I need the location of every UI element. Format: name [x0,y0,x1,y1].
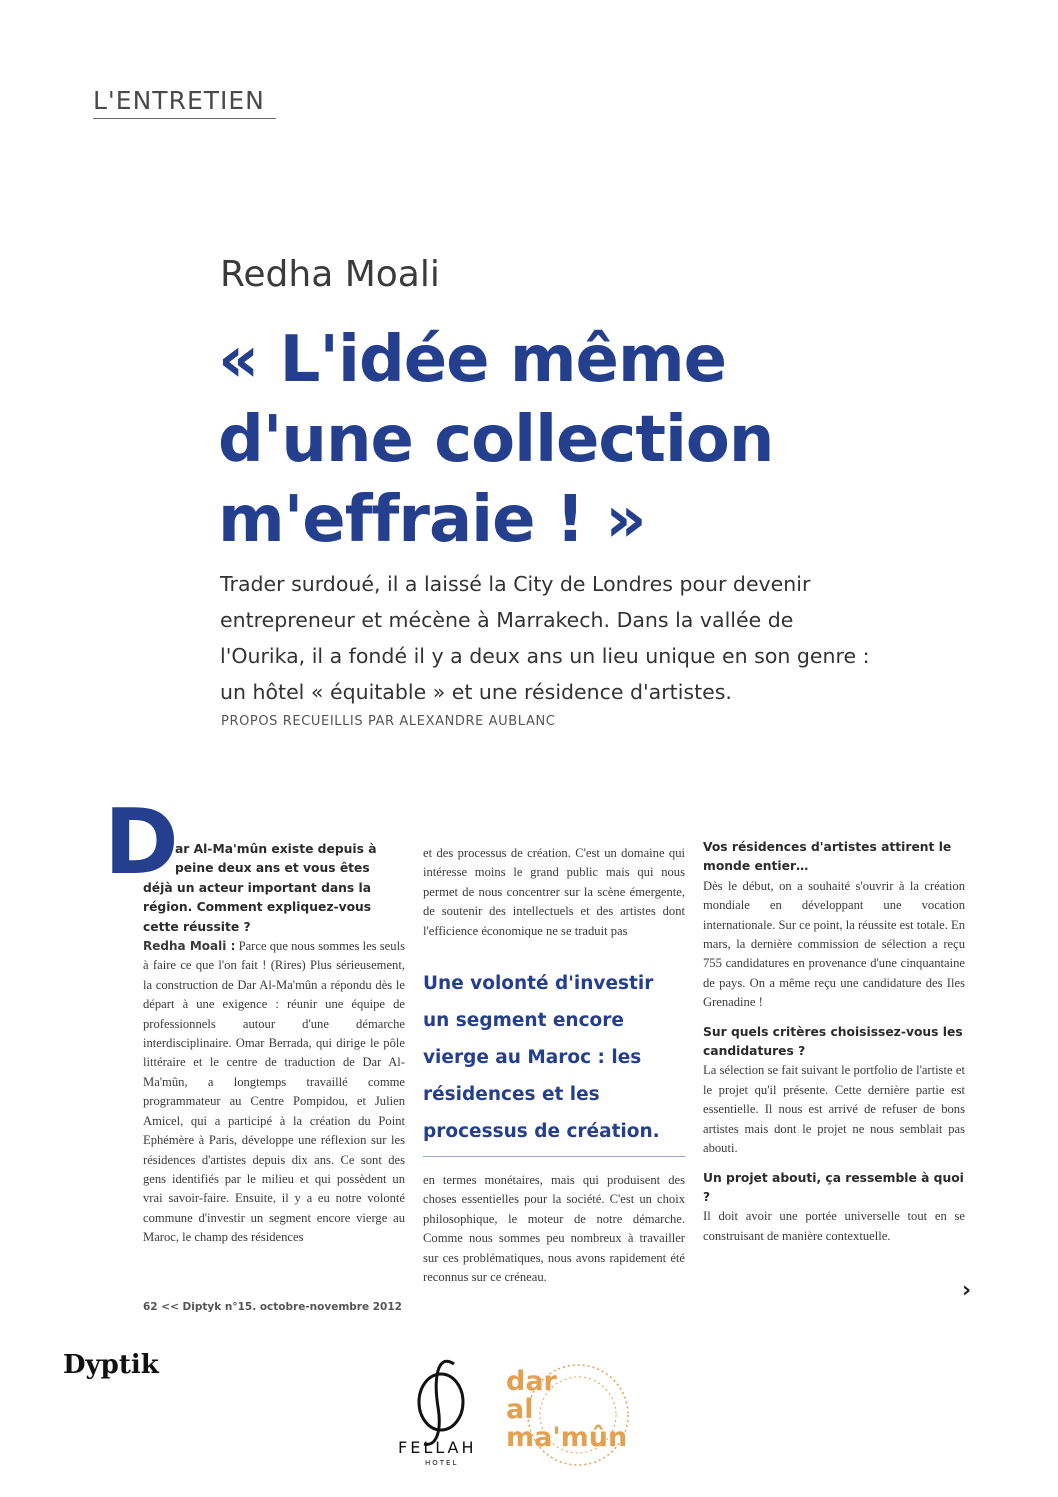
speaker-label: Redha Moali : [143,939,236,954]
question-2: Vos résidences d'artistes attirent le monde entier… [703,840,952,874]
page-folio: 62 << Diptyk n°15. octobre-novembre 2012 [143,1301,402,1313]
answer-4: Il doit avoir une portée universelle tout en se construisant de manière contextuelle. [703,1209,965,1243]
dar-line: dar [506,1366,557,1397]
standfirst-line: Trader surdoué, il a laissé la City de Londres pour devenir [220,572,811,596]
question-1-line-2: peine deux ans et vous êtes [175,861,370,876]
rubric-underline [93,118,276,119]
question-1-rest: déjà un acteur important dans la région. Comment expliquez-vous cette réussite ? [143,880,372,934]
headline-line: m'effraie ! » [218,483,646,557]
dar-line: ma'mûn [506,1422,628,1453]
headline [218,320,838,560]
article-column-3 [703,838,965,1246]
interviewee-name: Redha Moali [220,254,440,295]
question-4: Un projet abouti, ça ressemble à quoi ? [703,1170,964,1204]
continue-arrow-icon: › [962,1278,972,1303]
column-2-text-top: et des processus de création. C'est un domaine qui intéresse moins le grand public mais qui nous permet de nous concentrer sur la scène émergente, de soutenir des intellectuels et des artistes dont l'efficience économique ne se traduit pas [423,846,685,938]
question-3: Sur quels critères choisissez-vous les candidatures ? [703,1024,963,1059]
drop-cap: D [104,790,179,895]
answer-1-text: Parce que nous sommes les seuls à faire ce que l'on fait ! (Rires) Plus sérieusement, la construction de Dar Al-Ma'mûn a répondu dès le départ à une exigence : réunir une équipe de professionnels autour d'une démarche interdisciplinaire. Omar Berrada, qui dirige le pôle littéraire et le centre de traduction de Dar Al-Ma'mûn, a longtemps travaillé comme programmateur au Centre Pompidou, et Julien Amicel, qui a participé à la création du Point Ephémère à Paris, développe une réflexion sur les résidences d'artistes depuis dix ans. Ce sont des gens identifiés par le milieu et qui possèdent un vrai savoir-faire. Ensuite, il y a eu notre volonté commune d'investir un segment encore vierge au Maroc, le champ des résidences [143,939,405,1245]
article-column-2 [423,844,685,1287]
question-1-line-1: ar Al-Ma'mûn existe depuis à [175,842,377,856]
fellah-name: FELLAH [398,1438,477,1457]
standfirst-line: un hôtel « équitable » et une résidence d'artistes. [220,680,732,704]
dyptik-wordmark: Dyptik [63,1350,159,1380]
pull-quote: Une volonté d'investir un segment encore vierge au Maroc : les résidences et les processus de création. [423,955,685,1157]
fellah-sub: HOTEL [425,1459,459,1467]
dar-al-mamun-wordmark [506,1368,627,1452]
headline-line: d'une collection [218,403,774,477]
headline-line: « L'idée même [218,323,727,397]
section-rubric: L'ENTRETIEN [93,86,265,115]
column-2-text-bottom: en termes monétaires, mais qui produisent des choses essentielles pour la société. C'est un choix philosophique, le moteur de notre démarche. Comme nous sommes peu nombreux à travailler sur ces problématiques, nous avons rapidement été reconnus sur ce créneau. [423,1173,685,1285]
answer-2: Dès le début, on a souhaité s'ouvrir à la création mondiale en développant une vocation internationale. Sur ce point, la réussite est totale. En mars, la dernière commission de sélection a reçu 755 candidatures en provenance d'une cinquantaine de pays. On a même reçu une candidature des Iles Grenadine ! [703,878,965,1010]
byline: PROPOS RECUEILLIS PAR ALEXANDRE AUBLANC [221,714,556,729]
answer-3: La sélection se fait suivant le portfolio de l'artiste et le projet qu'il présente. Cette dernière partie est essentielle. Il nous est arrivé de refuser de bons artistes mais dont le projet ne nous semblait pas abouti. [703,1063,965,1156]
answer-1 [143,937,405,1248]
dar-line: al [506,1394,534,1425]
article-column-1 [143,840,405,1248]
standfirst-line: entrepreneur et mécène à Marrakech. Dans la vallée de [220,608,794,632]
standfirst [220,566,950,710]
standfirst-line: l'Ourika, il a fondé il y a deux ans un lieu unique en son genre : [220,644,870,668]
